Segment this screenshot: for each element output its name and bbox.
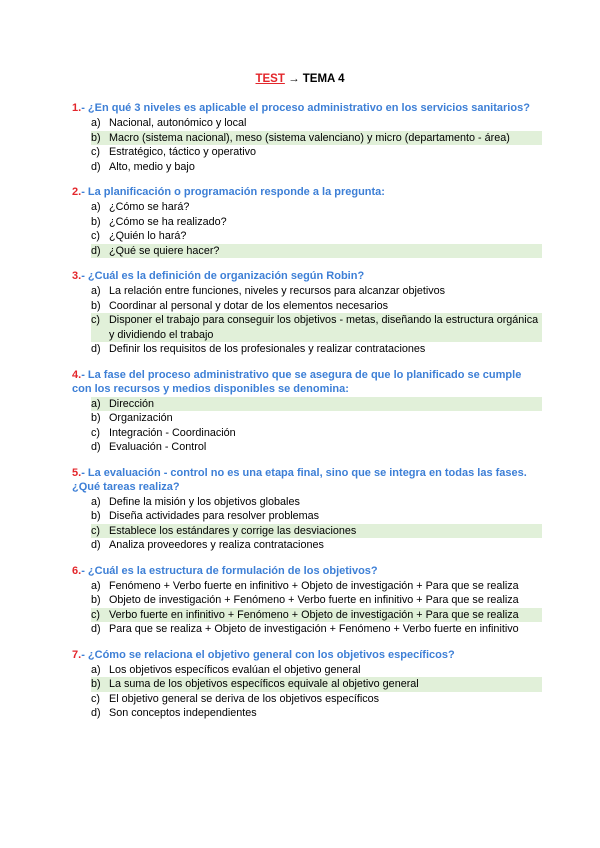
- option-letter: d): [91, 707, 101, 719]
- question-number: 3.: [72, 270, 82, 282]
- option-letter: a): [91, 285, 101, 297]
- option-list: [72, 579, 542, 637]
- answer-option: [91, 706, 542, 721]
- question-number: 5.: [72, 466, 82, 479]
- answer-option: [91, 299, 542, 314]
- option-letter: d): [91, 441, 101, 453]
- option-text: Estratégico, táctico y operativo: [109, 146, 257, 158]
- option-list: [72, 200, 542, 258]
- option-list: [72, 397, 542, 455]
- option-list: [72, 663, 542, 721]
- option-text: Analiza proveedores y realiza contrataciones: [109, 539, 324, 551]
- question-4: [72, 368, 542, 455]
- question-2: [72, 185, 542, 258]
- question-list: [72, 101, 542, 732]
- answer-option: [91, 426, 542, 441]
- option-letter: c): [91, 608, 109, 623]
- option-letter: b): [91, 215, 101, 228]
- option-text: ¿Cómo se ha realizado?: [109, 215, 227, 228]
- question-heading: [72, 368, 542, 396]
- question-text: - ¿Cuál es la definición de organización según Robin?: [81, 270, 365, 282]
- option-letter: a): [91, 397, 109, 412]
- answer-option: [91, 495, 542, 510]
- question-number: 6.: [72, 564, 82, 577]
- option-letter: d): [91, 160, 101, 173]
- option-text: Son conceptos independientes: [109, 707, 257, 719]
- question-heading: [72, 101, 542, 115]
- question-5: [72, 466, 542, 553]
- answer-option: [91, 593, 542, 608]
- question-1: [72, 101, 542, 174]
- answer-option: [91, 342, 542, 357]
- answer-option: [91, 440, 542, 455]
- option-letter: d): [91, 244, 109, 259]
- option-text: Fenómeno + Verbo fuerte en infinitivo + Objeto de investigación + Para que se realiza: [109, 579, 519, 592]
- question-text: - ¿Cuál es la estructura de formulación de los objetivos?: [81, 564, 378, 577]
- answer-option: [91, 608, 542, 623]
- correct-option-text: La suma de los objetivos específicos equivale al objetivo general: [109, 677, 542, 692]
- option-text: Define la misión y los objetivos globales: [109, 495, 300, 508]
- option-text: ¿Cómo se hará?: [109, 201, 190, 213]
- option-text: La relación entre funciones, niveles y recursos para alcanzar objetivos: [109, 285, 446, 297]
- answer-option: [91, 116, 542, 131]
- option-letter: a): [91, 495, 101, 508]
- correct-option-text: Verbo fuerte en infinitivo + Fenómeno + Objeto de investigación + Para que se realiza: [109, 608, 542, 623]
- option-letter: c): [91, 692, 100, 705]
- correct-option-text: Macro (sistema nacional), meso (sistema valenciano) y micro (departamento - área): [109, 131, 542, 146]
- answer-option: [91, 131, 542, 146]
- option-letter: b): [91, 677, 109, 692]
- question-6: [72, 564, 542, 637]
- option-letter: b): [91, 131, 109, 146]
- test-label: TEST: [255, 73, 285, 85]
- question-heading: [72, 269, 542, 283]
- option-text: Diseña actividades para resolver problemas: [109, 510, 320, 522]
- option-text: Alto, medio y bajo: [109, 160, 195, 173]
- option-letter: a): [91, 579, 101, 592]
- answer-option: [91, 397, 542, 412]
- option-letter: c): [91, 524, 109, 539]
- question-3: [72, 269, 542, 357]
- correct-option-text: ¿Qué se quiere hacer?: [109, 244, 542, 259]
- question-heading: [72, 648, 542, 662]
- question-number: 7.: [72, 648, 82, 661]
- option-letter: c): [91, 426, 100, 439]
- option-letter: a): [91, 201, 101, 213]
- answer-option: [91, 160, 542, 175]
- option-letter: c): [91, 313, 109, 342]
- answer-option: [91, 244, 542, 259]
- option-text: Nacional, autonómico y local: [109, 117, 247, 129]
- option-letter: b): [91, 299, 101, 312]
- option-letter: b): [91, 594, 101, 606]
- question-text: - La fase del proceso administrativo que se asegura de que lo planificado se cumple con los recursos y medios disponibles se denomina:: [72, 368, 522, 395]
- question-number: 2.: [72, 186, 82, 198]
- option-text: Coordinar al personal y dotar de los elementos necesarios: [109, 299, 389, 312]
- option-letter: a): [91, 663, 101, 676]
- correct-option-text: Establece los estándares y corrige las desviaciones: [109, 524, 542, 539]
- answer-option: [91, 524, 542, 539]
- question-text: - ¿Cómo se relaciona el objetivo general con los objetivos específicos?: [81, 648, 455, 661]
- option-letter: d): [91, 539, 101, 551]
- question-number: 4.: [72, 368, 82, 381]
- title-arrow: →: [284, 73, 303, 85]
- correct-option-text: Dirección: [109, 397, 542, 412]
- question-text: - ¿En qué 3 niveles es aplicable el proceso administrativo en los servicios sanitarios?: [81, 102, 530, 114]
- answer-option: [91, 411, 542, 426]
- answer-option: [91, 145, 542, 160]
- question-text: - La evaluación - control no es una etapa final, sino que se integra en todas las fases. ¿Qué tareas realiza?: [72, 466, 527, 493]
- tema-label: TEMA 4: [302, 73, 345, 85]
- answer-option: [91, 284, 542, 299]
- question-text: - La planificación o programación responde a la pregunta:: [81, 186, 385, 198]
- option-letter: d): [91, 343, 101, 355]
- option-letter: b): [91, 510, 101, 522]
- answer-option: [91, 622, 542, 637]
- option-list: [72, 495, 542, 553]
- answer-option: [91, 509, 542, 524]
- question-7: [72, 648, 542, 721]
- answer-option: [91, 579, 542, 594]
- option-text: Integración - Coordinación: [109, 426, 236, 439]
- answer-option: [91, 229, 542, 244]
- option-letter: c): [91, 146, 100, 158]
- answer-option: [91, 677, 542, 692]
- option-text: ¿Quién lo hará?: [109, 230, 187, 242]
- option-text: El objetivo general se deriva de los objetivos específicos: [109, 692, 380, 705]
- option-letter: d): [91, 623, 101, 635]
- page-title: [0, 73, 600, 85]
- answer-option: [91, 215, 542, 230]
- option-text: Definir los requisitos de los profesionales y realizar contrataciones: [109, 343, 426, 355]
- option-letter: a): [91, 117, 101, 129]
- option-list: [72, 284, 542, 357]
- correct-option-text: Disponer el trabajo para conseguir los objetivos - metas, diseñando la estructura orgánica y dividiendo el trabajo: [109, 313, 542, 342]
- question-number: 1.: [72, 102, 82, 114]
- option-text: Organización: [109, 412, 173, 424]
- answer-option: [91, 663, 542, 678]
- answer-option: [91, 200, 542, 215]
- option-letter: c): [91, 230, 100, 242]
- option-text: Los objetivos específicos evalúan el objetivo general: [109, 663, 361, 676]
- option-text: Para que se realiza + Objeto de investigación + Fenómeno + Verbo fuerte en infinitivo: [109, 623, 519, 635]
- answer-option: [91, 313, 542, 342]
- option-letter: b): [91, 412, 101, 424]
- option-list: [72, 116, 542, 174]
- question-heading: [72, 466, 542, 494]
- answer-option: [91, 692, 542, 707]
- question-heading: [72, 564, 542, 578]
- option-text: Evaluación - Control: [109, 441, 207, 453]
- option-text: Objeto de investigación + Fenómeno + Verbo fuerte en infinitivo + Para que se realiza: [109, 594, 519, 606]
- question-heading: [72, 185, 542, 199]
- answer-option: [91, 538, 542, 553]
